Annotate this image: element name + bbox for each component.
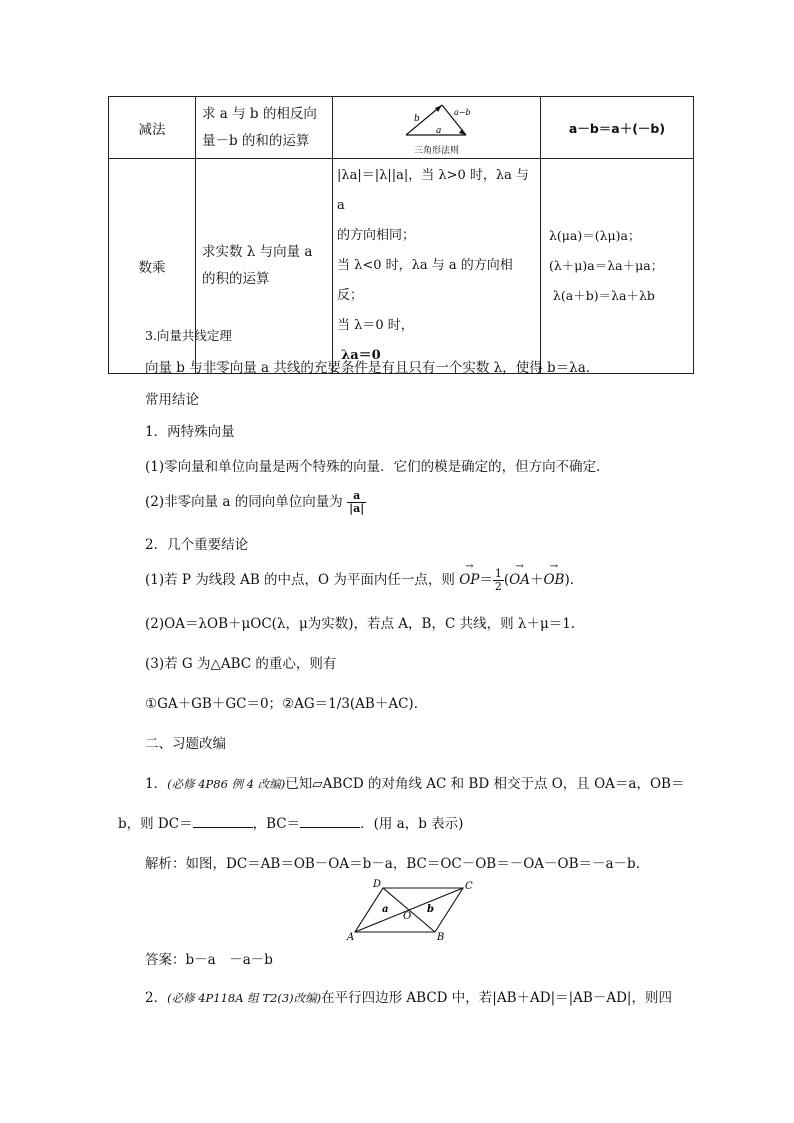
half-denominator: 2 bbox=[494, 580, 502, 593]
scalar-mult-def-line2: 的积的运算 bbox=[202, 271, 270, 287]
unit-vector-numerator: a bbox=[347, 490, 366, 503]
subtraction-def-line2: 量－b 的和的运算 bbox=[202, 132, 310, 149]
scalar-mult-def-line1: 求实数 λ 与向量 a bbox=[202, 244, 313, 260]
conclusion-2-item-1: (1)若 P 为线段 AB 的中点，O 为平面内任一点，则 → OP＝ $\frac{1}{2}$ (→ OA＋→ OB)． bbox=[145, 568, 583, 593]
section-3-title: 3.向量共线定理 bbox=[145, 328, 232, 343]
question-1-source: (必修 4P86 例 4 改编) bbox=[167, 777, 286, 791]
conclusion-1-item-2-text: (2)非零向量 a 的同向单位向量为 bbox=[145, 494, 343, 510]
scalar-mult-rule-3: 当 λ<0 时，λa 与 a 的方向相反； bbox=[337, 258, 513, 303]
subtraction-name: 减法 bbox=[109, 97, 196, 159]
question-1-line-2-b: ，BC＝ bbox=[252, 816, 301, 832]
scalar-mult-laws bbox=[541, 159, 694, 374]
conclusion-1-title: 1．两特殊向量 bbox=[145, 424, 235, 440]
conclusion-2-title: 2．几个重要结论 bbox=[145, 537, 249, 553]
answer-blank-dc[interactable] bbox=[193, 826, 253, 828]
question-1-line-2-a: b，则 DC＝ bbox=[118, 816, 193, 832]
collinear-theorem-text: 向量 b 与非零向量 a 共线的充要条件是有且只有一个实数 λ，使得 b＝λa. bbox=[145, 360, 591, 376]
figure-label-vec-b: b bbox=[427, 904, 434, 915]
vector-oa: → OA bbox=[509, 572, 530, 588]
vector-ob: → OB bbox=[543, 572, 564, 588]
figure-label-d: D bbox=[373, 879, 382, 890]
unit-vector-denominator: |a| bbox=[349, 502, 365, 515]
subtraction-definition bbox=[196, 97, 333, 159]
diagram-label-a-minus-b: a−b bbox=[453, 108, 471, 117]
conclusion-1-item-2 bbox=[145, 490, 366, 515]
vector-op: → OP bbox=[459, 572, 479, 588]
triangle-rule-cell bbox=[333, 97, 541, 159]
scalar-mult-rules bbox=[333, 159, 541, 374]
scalar-mult-rule-5: λa＝0 bbox=[341, 348, 381, 363]
centroid-formulas: ①GA＋GB＋GC＝0；②AG＝1/3(AB＋AC)． bbox=[145, 696, 428, 712]
exercises-section-title: 二、习题改编 bbox=[145, 736, 226, 752]
question-1-text: 已知▱ABCD 的对角线 AC 和 BD 相交于点 O，且 OA＝a，OB＝ bbox=[285, 776, 685, 792]
triangle-rule-caption: 三角形法则 bbox=[413, 146, 459, 156]
half-numerator: 1 bbox=[494, 567, 502, 580]
midpoint-text: (1)若 P 为线段 AB 的中点，O 为平面内任一点，则 bbox=[145, 572, 455, 588]
question-1-line-2-c: ．(用 a，b 表示) bbox=[360, 816, 464, 832]
diagram-label-b: b bbox=[413, 114, 420, 124]
subtraction-def-line1: 求 a 与 b 的相反向 bbox=[202, 105, 317, 122]
scalar-mult-name: 数乘 bbox=[109, 159, 196, 374]
conclusion-2-item-3: (3)若 G 为△ABC 的重心，则有 bbox=[145, 656, 337, 672]
scalar-mult-law-3: λ(a＋b)＝λa＋λb bbox=[552, 288, 655, 303]
conclusion-2-item-2: (2)OA＝λOB＋μOC(λ，μ为实数)，若点 A，B，C 共线，则 λ＋μ＝1. bbox=[145, 616, 576, 632]
subtraction-row bbox=[109, 97, 694, 159]
question-1-number: 1． bbox=[145, 776, 168, 792]
question-2-text: 在平行四边形 ABCD 中，若|AB＋AD|＝|AB－AD|，则四 bbox=[321, 990, 672, 1006]
answer-blank-bc[interactable] bbox=[300, 826, 360, 828]
question-1-line-1 bbox=[145, 772, 684, 792]
question-1-solution: 解析：如图，DC＝AB＝OB－OA＝b－a，BC＝OC－OB＝－OA－OB＝－a－b. bbox=[145, 856, 640, 872]
scalar-mult-law-1: λ(μa)＝(λμ)a； bbox=[549, 228, 641, 243]
diagram-label-a: a bbox=[435, 126, 441, 136]
question-1-answer: 答案：b－a －a－b bbox=[145, 952, 273, 968]
figure-label-b: B bbox=[437, 932, 445, 942]
half-fraction bbox=[493, 568, 504, 593]
scalar-mult-rule-4: 当 λ＝0 时， bbox=[337, 318, 414, 333]
figure-label-c: C bbox=[465, 881, 473, 892]
question-2-source: (必修 4P118A 组 T2(3)改编) bbox=[167, 991, 322, 1005]
question-1-line-2 bbox=[118, 812, 463, 832]
figure-label-o: O bbox=[403, 911, 412, 922]
triangle-rule-diagram bbox=[392, 99, 482, 143]
conclusion-1-item-1: (1)零向量和单位向量是两个特殊的向量．它们的模是确定的，但方向不确定． bbox=[145, 459, 610, 475]
unit-vector-fraction bbox=[347, 490, 366, 515]
figure-label-vec-a: a bbox=[382, 904, 389, 915]
scalar-mult-rule-1: |λa|＝|λ||a|，当 λ>0 时，λa 与 a bbox=[337, 168, 530, 213]
question-2-number: 2． bbox=[145, 990, 168, 1006]
subtraction-rule: a－b＝a＋(－b) bbox=[541, 97, 694, 159]
common-conclusions-title: 常用结论 bbox=[145, 392, 199, 408]
scalar-mult-law-2: (λ＋μ)a＝λa＋μa； bbox=[549, 258, 664, 273]
figure-label-a: A bbox=[347, 932, 355, 942]
question-2-line-1 bbox=[145, 986, 672, 1006]
scalar-mult-rule-2: 的方向相同； bbox=[337, 228, 416, 243]
parallelogram-figure bbox=[345, 876, 475, 942]
